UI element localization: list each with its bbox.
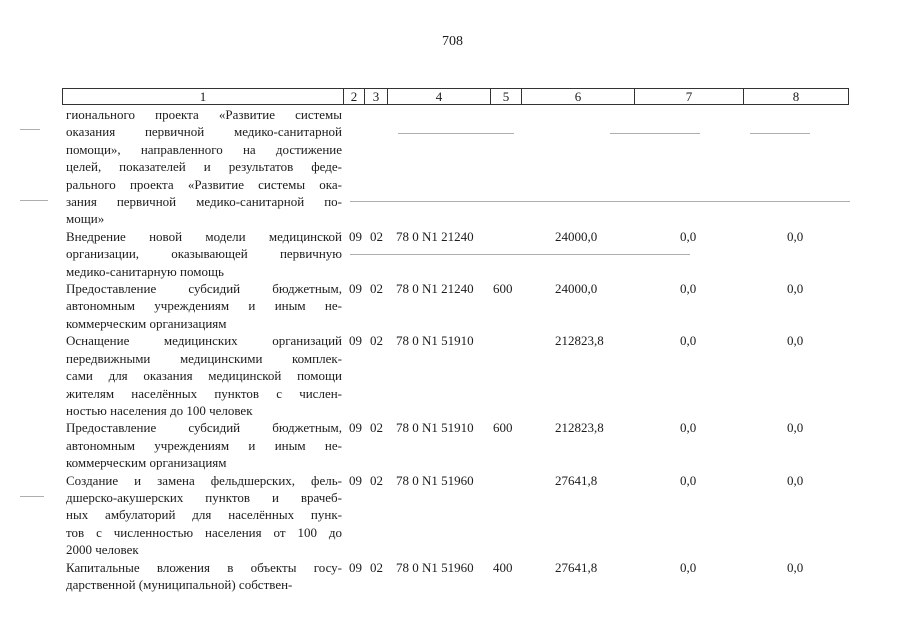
cell-y3: 0,0	[787, 420, 804, 436]
description-line: зания первичной медико-санитарной по-	[66, 194, 342, 210]
header-col-1: 1	[63, 89, 344, 104]
description-line: помощи», направленного на достижение	[66, 141, 342, 157]
cell-y1: 24000,0	[555, 228, 598, 244]
header-col-6: 6	[522, 89, 635, 104]
header-col-5: 5	[491, 89, 522, 104]
cell-y2: 0,0	[680, 228, 697, 244]
cell-y2: 0,0	[680, 333, 697, 349]
description-line: коммерческим организациям	[66, 315, 227, 331]
description-line: мощи»	[66, 211, 105, 227]
scan-artifact	[398, 133, 514, 134]
description-line: 2000 человек	[66, 542, 139, 558]
description-line: оказания первичной медико-санитарной	[66, 124, 342, 140]
cell-sec: 09	[349, 281, 362, 297]
cell-sec: 09	[349, 420, 362, 436]
table-row	[0, 280, 905, 332]
cell-y2: 0,0	[680, 559, 697, 575]
header-col-2: 2	[344, 89, 365, 104]
row-description	[66, 472, 342, 559]
description-line: автономным учреждениям и иным не-	[66, 437, 342, 453]
cell-exp: 600	[493, 281, 513, 297]
scan-artifact	[20, 496, 44, 497]
cell-tgt: 78 0 N1 51910	[396, 333, 474, 349]
cell-sub: 02	[370, 333, 383, 349]
row-description	[66, 228, 342, 280]
cell-sec: 09	[349, 559, 362, 575]
table-row	[0, 332, 905, 419]
header-col-3: 3	[365, 89, 388, 104]
row-description	[66, 106, 342, 228]
cell-y3: 0,0	[787, 333, 804, 349]
header-col-4: 4	[388, 89, 491, 104]
cell-y1: 27641,8	[555, 559, 598, 575]
cell-tgt: 78 0 N1 51910	[396, 420, 474, 436]
description-line: коммерческим организациям	[66, 455, 227, 471]
cell-y3: 0,0	[787, 559, 804, 575]
scan-artifact	[20, 200, 48, 201]
description-line: сами для оказания медицинской помощи	[66, 368, 342, 384]
description-line: медико-санитарную помощь	[66, 263, 224, 279]
table-row	[0, 419, 905, 471]
cell-tgt: 78 0 N1 51960	[396, 472, 474, 488]
cell-y1: 212823,8	[555, 420, 604, 436]
cell-y2: 0,0	[680, 281, 697, 297]
description-line: жителям населённых пунктов с числен-	[66, 385, 342, 401]
cell-y1: 24000,0	[555, 281, 598, 297]
cell-tgt: 78 0 N1 51960	[396, 559, 474, 575]
description-line: организации, оказывающей первичную	[66, 246, 342, 262]
cell-y2: 0,0	[680, 420, 697, 436]
cell-sec: 09	[349, 228, 362, 244]
page-number: 708	[442, 34, 463, 49]
description-line: Предоставление субсидий бюджетным,	[66, 420, 342, 436]
cell-sub: 02	[370, 472, 383, 488]
table-row	[0, 472, 905, 559]
description-line: ностью населения до 100 человек	[66, 402, 253, 418]
scan-artifact	[20, 129, 40, 130]
header-col-8: 8	[792, 89, 800, 104]
description-line: рального проекта «Развитие системы ока-	[66, 176, 342, 192]
description-line: гионального проекта «Развитие системы	[66, 107, 342, 122]
scan-artifact	[750, 133, 810, 134]
header-col-7: 7	[635, 89, 744, 104]
cell-exp: 600	[493, 420, 513, 436]
cell-y1: 27641,8	[555, 472, 598, 488]
cell-y1: 212823,8	[555, 333, 604, 349]
cell-sub: 02	[370, 420, 383, 436]
cell-sec: 09	[349, 472, 362, 488]
cell-y3: 0,0	[787, 228, 804, 244]
cell-y3: 0,0	[787, 281, 804, 297]
description-line: дшерско-акушерских пунктов и врачеб-	[66, 489, 342, 505]
cell-exp: 400	[493, 559, 513, 575]
table-row	[0, 106, 905, 228]
description-line: Предоставление субсидий бюджетным,	[66, 281, 342, 297]
cell-sec: 09	[349, 333, 362, 349]
description-line: Внедрение новой модели медицинской	[66, 228, 342, 244]
description-line: дарственной (муниципальной) собствен-	[66, 576, 293, 592]
scan-artifact	[350, 254, 690, 255]
row-description	[66, 419, 342, 471]
description-line: передвижными медицинскими комплек-	[66, 350, 342, 366]
row-description	[66, 280, 342, 332]
cell-y3: 0,0	[787, 472, 804, 488]
cell-sub: 02	[370, 281, 383, 297]
scan-artifact	[610, 133, 700, 134]
description-line: Оснащение медицинских организаций	[66, 333, 342, 349]
cell-tgt: 78 0 N1 21240	[396, 228, 474, 244]
description-line: ных амбулаторий для населённых пунк-	[66, 507, 342, 523]
cell-sub: 02	[370, 559, 383, 575]
table-body	[0, 106, 905, 593]
description-line: автономным учреждениям и иным не-	[66, 298, 342, 314]
row-description	[66, 559, 342, 594]
description-line: Создание и замена фельдшерских, фель-	[66, 472, 342, 488]
scan-artifact	[350, 201, 850, 202]
cell-tgt: 78 0 N1 21240	[396, 281, 474, 297]
description-line: целей, показателей и результатов феде-	[66, 159, 342, 175]
table-header	[62, 88, 849, 105]
row-description	[66, 332, 342, 419]
description-line: тов с численностью населения от 100 до	[66, 524, 342, 540]
cell-sub: 02	[370, 228, 383, 244]
cell-y2: 0,0	[680, 472, 697, 488]
table-row	[0, 559, 905, 594]
description-line: Капитальные вложения в объекты госу-	[66, 559, 342, 575]
